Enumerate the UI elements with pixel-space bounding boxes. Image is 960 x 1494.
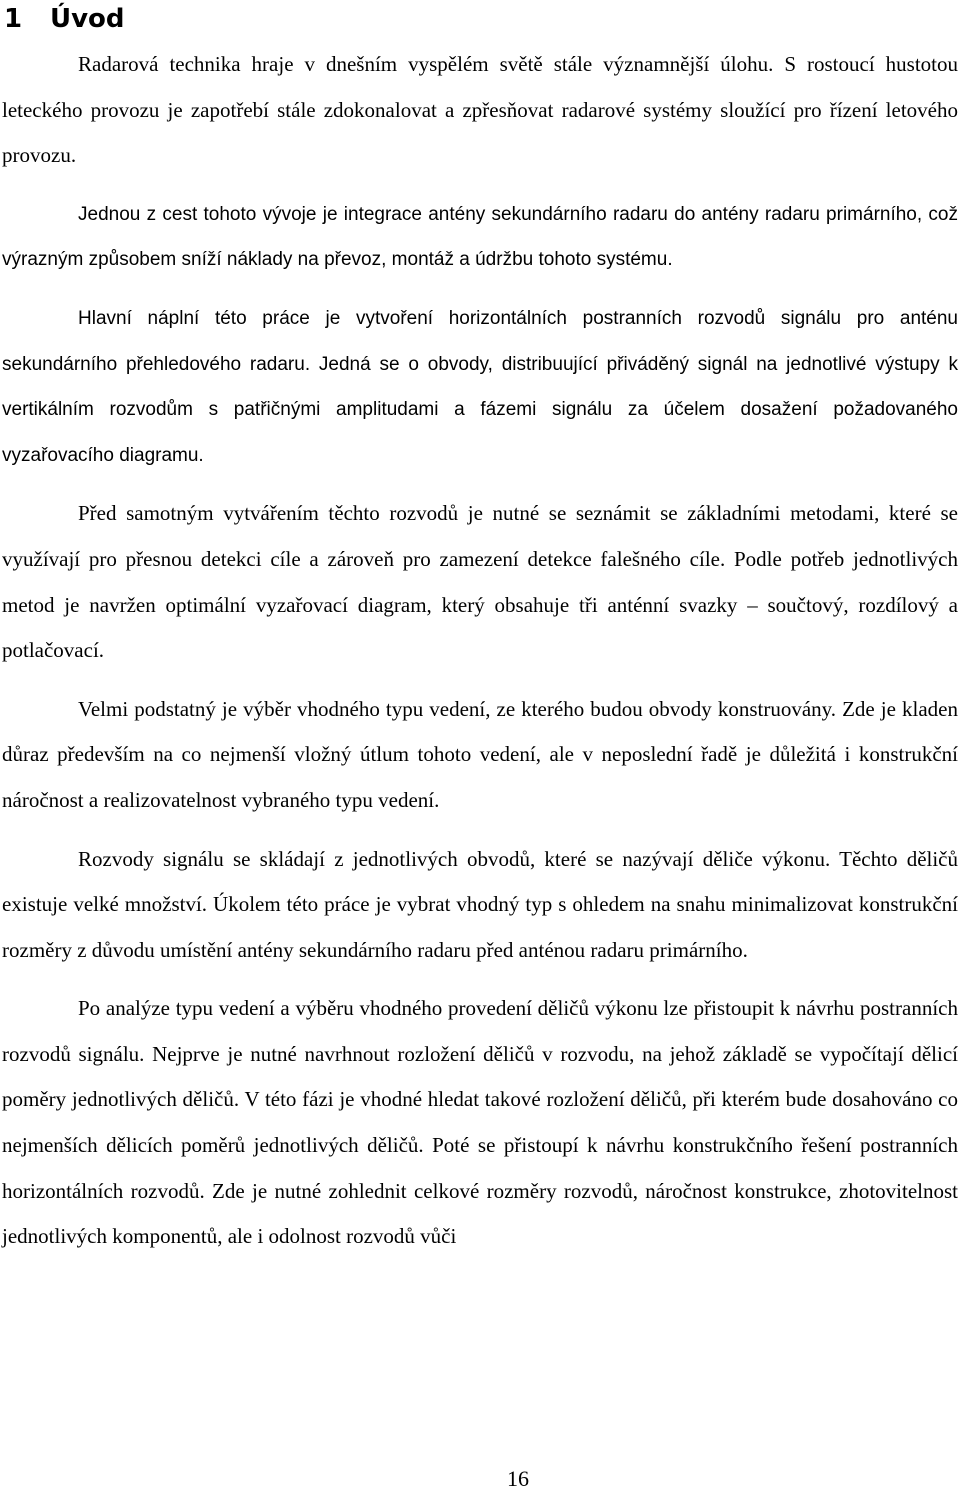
paragraph-intro: Radarová technika hraje v dnešním vyspělém světě stále významnější úlohu. S rostoucí hustotou leteckého provozu je zapotřebí stále zdokonalovat a zpřesňovat radarové systémy sloužící pro řízení letového provozu. bbox=[2, 52, 958, 168]
paragraph-design: Po analýze typu vedení a výběru vhodného provedení děličů výkonu lze přistoupit k návrhu postranních rozvodů signálu. Nejprve je nutné navrhnout rozložení děličů v rozvodu, na jehož základě se vypočítají dělicí poměry jednotlivých děličů. V této fázi je vhodné hledat takové rozložení děličů, při kterém bude dosahováno co nejmenších dělicích poměrů jednotlivých děličů. Poté se přistoupí k návrhu konstrukčního řešení postranních horizontálních rozvodů. Zde je nutné zohlednit celkové rozměry rozvodů, náročnost konstrukce, zhotovitelnost jednotlivých komponentů, ale i odolnost rozvodů vůči bbox=[2, 996, 958, 1249]
paragraph-main-goal: Hlavní náplní této práce je vytvoření horizontálních postranních rozvodů signálu pro anténu sekundárního přehledového radaru. Jedná se o obvody, distribuující přiváděný signál na jednotlivé výstupy k vertikálním rozvodům s patřičnými amplitudami a fázemi signálu za účelem dosažení požadovaného vyzařovacího diagramu. bbox=[2, 307, 958, 466]
paragraph-methods: Před samotným vytvářením těchto rozvodů je nutné se seznámit se základními metodami, které se využívají pro přesnou detekci cíle a zároveň pro zamezení detekce falešného cíle. Podle potřeb jednotlivých metod je navržen optimální vyzařovací diagram, který obsahuje tři anténní svazky – součtový, rozdílový a potlačovací. bbox=[2, 501, 958, 663]
paragraph-integration: Jednou z cest tohoto vývoje je integrace antény sekundárního radaru do antény radaru primárního, což výrazným způsobem sníží náklady na převoz, montáž a údržbu tohoto systému. bbox=[2, 203, 958, 271]
chapter-title: Úvod bbox=[50, 4, 125, 34]
chapter-heading bbox=[4, 2, 958, 36]
page-number: 16 bbox=[507, 1466, 529, 1491]
chapter-number: 1 bbox=[4, 4, 23, 34]
paragraph-power-dividers: Rozvody signálu se skládají z jednotlivých obvodů, které se nazývají děliče výkonu. Těchto děličů existuje velké množství. Úkolem této práce je vybrat vhodný typ s ohledem na snahu minimalizovat konstrukční rozměry z důvodu umístění antény sekundárního radaru před anténou radaru primárního. bbox=[2, 846, 958, 962]
paragraph-transmission-line: Velmi podstatný je výběr vhodného typu vedení, ze kterého budou obvody konstruovány. Zde je kladen důraz především na co nejmenší vložný útlum tohoto vedení, ale v neposlední řadě je důležitá i konstrukční náročnost a realizovatelnost vybraného typu vedení. bbox=[2, 696, 958, 812]
